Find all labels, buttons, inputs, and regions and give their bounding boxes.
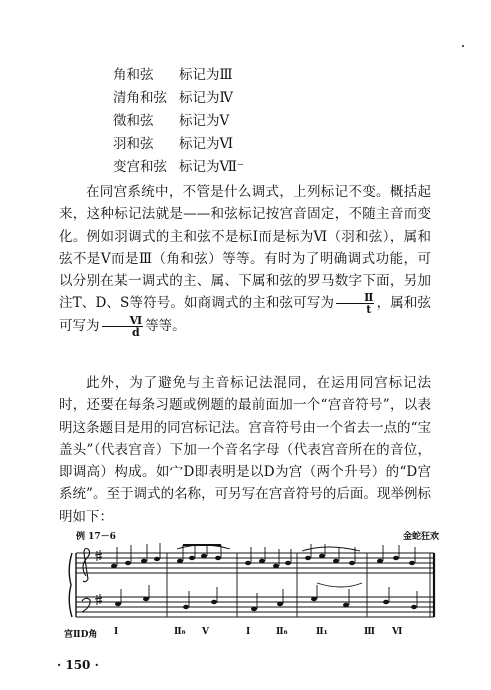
fraction-mark — [336, 292, 374, 315]
roman-label: Ⅱ₁ — [316, 627, 328, 637]
chord-mark: 标记为Ⅲ — [179, 67, 233, 83]
roman-label: Ⅱ₆ — [174, 627, 186, 637]
paragraph-text: ，属和弦可写为 — [59, 295, 432, 335]
margin-mark — [462, 45, 464, 47]
example-title: 金蛇狂欢 — [402, 532, 439, 542]
paragraph-text: 等等。 — [145, 318, 186, 335]
roman-numeral-row — [62, 627, 447, 641]
roman-label: Ⅵ — [392, 627, 403, 637]
roman-label: Ⅴ — [202, 627, 209, 637]
roman-label: Ⅲ — [364, 627, 375, 637]
chord-name: 徵和弦 — [113, 113, 154, 129]
chord-mark: 标记为Ⅴ — [179, 113, 230, 129]
roman-label: Ⅰ — [246, 627, 251, 637]
chord-name: 角和弦 — [113, 67, 154, 83]
paragraph-gong-symbol: 此外，为了避免与主音标记法混同，在运用同宫标记法时，还要在每条习题或例题的最前面加一个“宫音符号”，以表明这条题目是用的同宫标记法。宫音符号由一个省去一点的“宝盖头”（代表宫音）下加一个音名字母（代表宫音所在的音位，即调高）构成。如宀D即表明是以D为宫（两个升号）的“D宫系统”。至于调式的名称，可另写在宫音符号的后面。现举例标明如下： — [59, 375, 431, 525]
chord-name: 羽和弦 — [113, 136, 154, 152]
chord-mark: 标记为Ⅳ — [179, 90, 233, 106]
chord-mark: 标记为Ⅵ — [179, 136, 234, 152]
chord-name: 变宫和弦 — [113, 159, 167, 175]
score-notation — [62, 539, 447, 627]
chord-name: 清角和弦 — [113, 90, 167, 106]
roman-label: Ⅱ₆ — [276, 627, 288, 637]
example-label: 例 17－6 — [76, 532, 116, 542]
fraction-numerator: Ⅵ — [102, 315, 144, 327]
fraction-denominator: t — [366, 303, 372, 317]
fraction-denominator: d — [131, 326, 140, 340]
fraction-mark — [102, 315, 144, 338]
paragraph-same-gong-system — [59, 181, 431, 338]
page-number: · 150 · — [57, 658, 99, 672]
chord-mark: 标记为Ⅶ⁻ — [179, 159, 245, 175]
paragraph-text: 在同宫系统中，不管是什么调式，上列标记不变。概括起来，这种标记法就是——和弦标记按宫音固定，不随主音而变化。例如羽调式的主和弦不是标Ⅰ而是标为Ⅵ（羽和弦），属和弦不是Ⅴ而是Ⅲ（角和弦）等等。有时为了明确调式功能，可以分别在某一调式的主、属、下属和弦的罗马数字下面，另加注T、D、S等符号。如商调式的主和弦可写为 — [59, 184, 431, 312]
music-example — [62, 527, 447, 645]
roman-label: Ⅰ — [114, 627, 119, 637]
fraction-numerator: Ⅱ — [336, 292, 374, 304]
roman-label: 宫ⅡD角 — [64, 630, 98, 640]
